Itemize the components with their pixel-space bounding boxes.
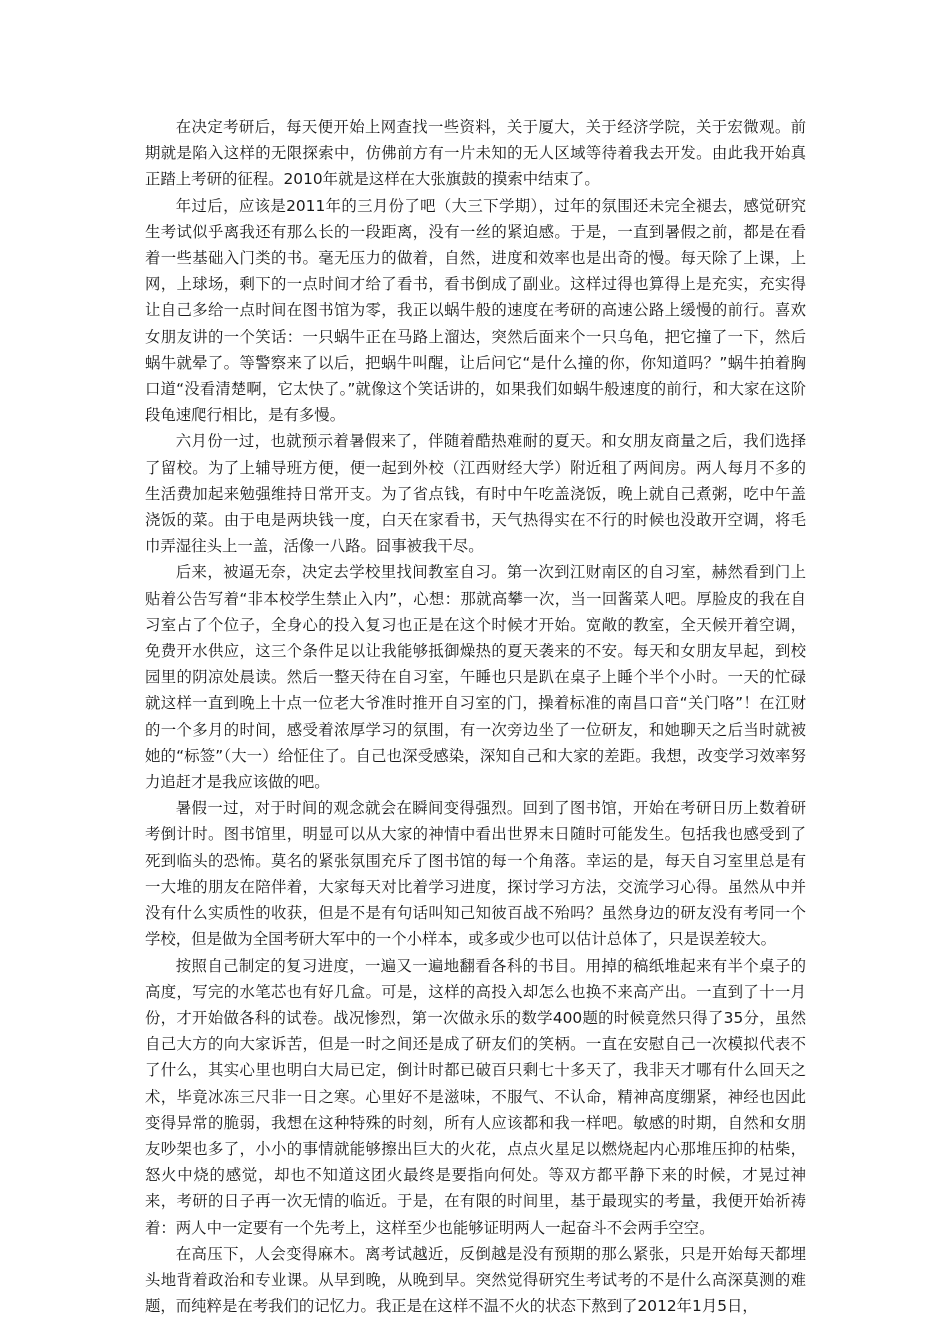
paragraph: 六月份一过，也就预示着暑假来了，伴随着酷热难耐的夏天。和女朋友商量之后，我们选择了留校。为了上辅导班方便，便一起到外校（江西财经大学）附近租了两间房。两人每月不多的生活费加起来勉强维持日常开支。为了省点钱，有时中午吃盖浇饭，晚上就自己煮粥，吃中午盖浇饭的菜。由于电是两块钱一度，白天在家看书，天气热得实在不行的时候也没敢开空调，将毛巾弄湿往头上一盖，活像一八路。囧事被我干尽。	[145, 432, 806, 556]
paragraph: 年过后，应该是2011年的三月份了吧（大三下学期），过年的氛围还未完全褪去，感觉研究生考试似乎离我还有那么长的一段距离，没有一丝的紧迫感。于是，一直到暑假之前，都是在看着一些基础入门类的书。毫无压力的做着，自然，进度和效率也是出奇的慢。每天除了上课，上网，上球场，剩下的一点时间才给了看书，看书倒成了副业。这样过得也算得上是充实，充实得让自己多给一点时间在图书馆为零，我正以蜗牛般的速度在考研的高速公路上缓慢的前行。喜欢女朋友讲的一个笑话：一只蜗牛正在马路上溜达，突然后面来个一只乌龟，把它撞了一下，然后蜗牛就晕了。等警察来了以后，把蜗牛叫醒，让后问它“是什么撞的你，你知道吗？”蜗牛拍着胸口道“没看清楚啊，它太快了。”就像这个笑话讲的，如果我们如蜗牛般速度的前行，和大家在这阶段龟速爬行相比，是有多慢。	[145, 196, 806, 425]
paragraph: 暑假一过，对于时间的观念就会在瞬间变得强烈。回到了图书馆，开始在考研日历上数着研考倒计时。图书馆里，明显可以从大家的神情中看出世界末日随时可能发生。包括我也感受到了死到临头的恐怖。莫名的紧张氛围充斥了图书馆的每一个角落。幸运的是，每天自习室里总是有一大堆的朋友在陪伴着，大家每天对比着学习进度，探讨学习方法，交流学习心得。虽然从中并没有什么实质性的收获，但是不是有句话叫知己知彼百战不殆吗？虽然身边的研友没有考同一个学校，但是做为全国考研大军中的一个小样本，或多或少也可以估计总体了，只是误差较大。	[145, 799, 806, 949]
paragraph: 按照自己制定的复习进度，一遍又一遍地翻看各科的书目。用掉的稿纸堆起来有半个桌子的高度，写完的水笔芯也有好几盒。可是，这样的高投入却怎么也换不来高产出。一直到了十一月份，才开始做各科的试卷。战况惨烈，第一次做永乐的数学400题的时候竟然只得了35分，虽然自己大方的向大家诉苦，但是一时之间还是成了研友们的笑柄。一直在安慰自己一次模拟代表不了什么，其实心里也明白大局已定，倒计时都已破百只剩七十多天了，我非天才哪有什么回天之术，毕竟冰冻三尺非一日之寒。心里好不是滋味，不服气、不认命，精神高度绷紧，神经也因此变得异常的脆弱，我想在这种特殊的时刻，所有人应该都和我一样吧。敏感的时期，自然和女朋友吵架也多了，小小的事情就能够擦出巨大的火花，点点火星足以燃烧起内心那堆压抑的枯柴，怒火中烧的感觉，却也不知道这团火最终是要指向何处。等双方都平静下来的时候，才晃过神来，考研的日子再一次无情的临近。于是，在有限的时间里，基于最现实的考量，我便开始祈祷着：两人中一定要有一个先考上，这样至少也能够证明两人一起奋斗不会两手空空。	[145, 956, 806, 1237]
paragraph: 后来，被逼无奈，决定去学校里找间教室自习。第一次到江财南区的自习室，赫然看到门上贴着公告写着“非本校学生禁止入内”，心想：那就高攀一次，当一回酱菜人吧。厚脸皮的我在自习室占了个位子，全身心的投入复习也正是在这个时候才开始。宽敞的教室，全天候开着空调，免费开水供应，这三个条件足以让我能够抵御燥热的夏天袭来的不安。每天和女朋友早起，到校园里的阴凉处晨读。然后一整天待在自习室，午睡也只是趴在桌子上睡个半个小时。一天的忙碌就这样一直到晚上十点一位老大爷准时推开自习室的门，操着标准的南昌口音“关门咯”！在江财的一个多月的时间，感受着浓厚学习的氛围，有一次旁边坐了一位研友，和她聊天之后当时就被她的“标签”（大一）给怔住了。自己也深受感染，深知自己和大家的差距。我想，改变学习效率努力追赶才是我应该做的吧。	[145, 563, 806, 792]
document-body	[145, 114, 806, 1319]
paragraph: 在决定考研后，每天便开始上网查找一些资料，关于厦大，关于经济学院，关于宏微观。前期就是陷入这样的无限探索中，仿佛前方有一片未知的无人区域等待着我去开发。由此我开始真正踏上考研的征程。2010年就是这样在大张旗鼓的摸索中结束了。	[145, 118, 806, 189]
paragraph: 在高压下，人会变得麻木。离考试越近，反倒越是没有预期的那么紧张，只是开始每天都埋头地背着政治和专业课。从早到晚，从晚到早。突然觉得研究生考试考的不是什么高深莫测的难题，而纯粹是在考我们的记忆力。我正是在这样不温不火的状态下熬到了2012年1月5日，	[145, 1244, 806, 1316]
